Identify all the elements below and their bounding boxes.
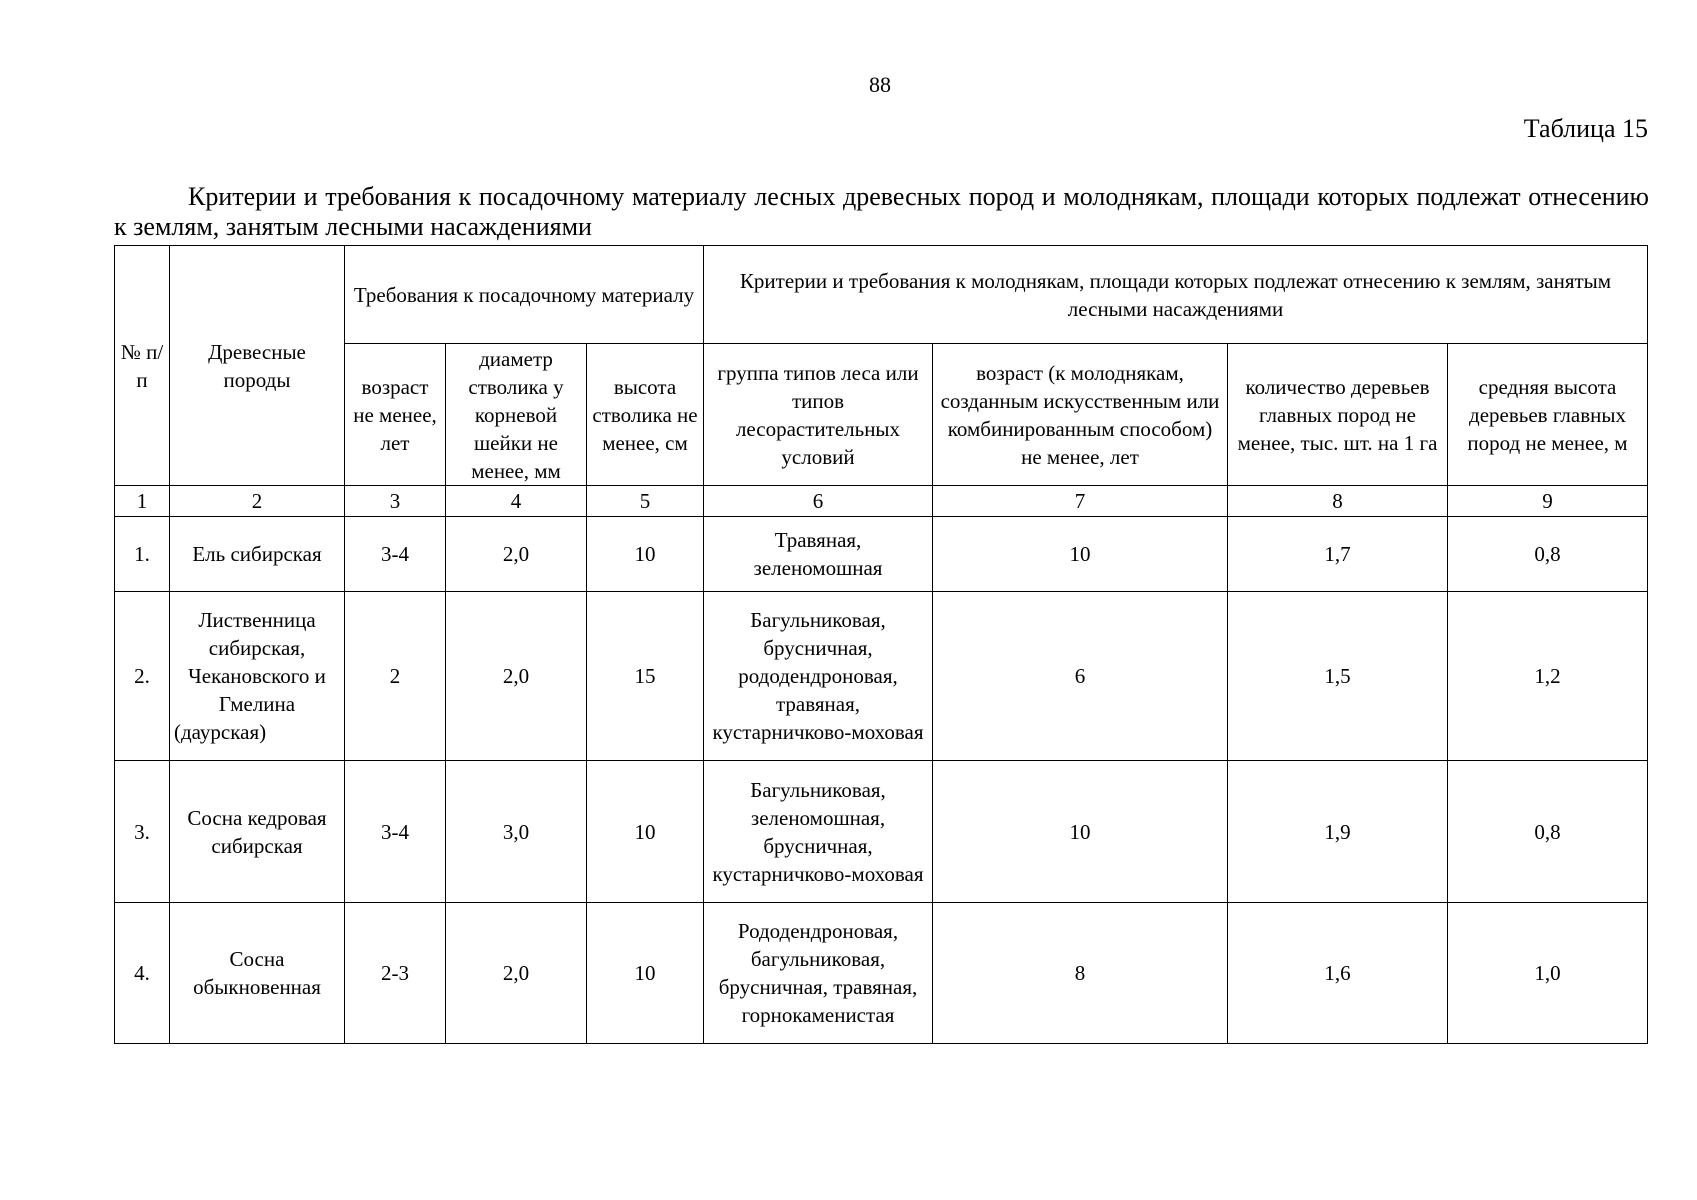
column-number-row — [115, 486, 1648, 517]
header-forest-type: группа типов леса или типов лесорастительных условий — [704, 344, 933, 486]
header-group-planting: Требования к посадочному материалу — [345, 246, 704, 344]
table-row — [115, 903, 1648, 1044]
row-avg-height: 1,2 — [1448, 592, 1648, 761]
criteria-table — [114, 245, 1648, 1044]
table-label: Таблица 15 — [1523, 114, 1648, 143]
header-young-age: возраст (к молоднякам, созданным искусственным или комбинированным способом) не менее, лет — [933, 344, 1228, 486]
row-avg-height: 1,0 — [1448, 903, 1648, 1044]
row-young-age: 10 — [933, 761, 1228, 903]
row-height: 15 — [587, 592, 704, 761]
column-number: 4 — [446, 486, 587, 517]
row-species: Лиственница сибирская, Чекановского и Гмелина (даурская) — [170, 592, 345, 761]
row-age: 2 — [345, 592, 446, 761]
row-age: 3-4 — [345, 761, 446, 903]
row-young-age: 8 — [933, 903, 1228, 1044]
row-forest-type: Рододендроновая, багульниковая, брусничная, травяная, горнокаменистая — [704, 903, 933, 1044]
header-avg-height: средняя высота деревьев главных пород не менее, м — [1448, 344, 1648, 486]
row-no: 1. — [115, 517, 170, 592]
row-species: Сосна кедровая сибирская — [170, 761, 345, 903]
header-group-young: Критерии и требования к молоднякам, площади которых подлежат отнесению к землям, занятым лесными насаждениями — [704, 246, 1648, 344]
table-row — [115, 592, 1648, 761]
row-young-age: 6 — [933, 592, 1228, 761]
row-height: 10 — [587, 903, 704, 1044]
row-forest-type: Багульниковая, брусничная, рододендроновая, травяная, кустарничково-моховая — [704, 592, 933, 761]
header-col-no: № п/п — [115, 246, 170, 486]
header-row-top — [115, 246, 1648, 344]
row-age: 3-4 — [345, 517, 446, 592]
row-avg-height: 0,8 — [1448, 517, 1648, 592]
row-species: Ель сибирская — [170, 517, 345, 592]
column-number: 9 — [1448, 486, 1648, 517]
row-young-age: 10 — [933, 517, 1228, 592]
header-height: высота стволика не менее, см — [587, 344, 704, 486]
table-row — [115, 761, 1648, 903]
row-no: 2. — [115, 592, 170, 761]
header-col-species: Древесные породы — [170, 246, 345, 486]
column-number: 2 — [170, 486, 345, 517]
row-tree-count: 1,7 — [1228, 517, 1448, 592]
row-age: 2-3 — [345, 903, 446, 1044]
row-diameter: 2,0 — [446, 903, 587, 1044]
column-number: 3 — [345, 486, 446, 517]
column-number: 6 — [704, 486, 933, 517]
header-diameter: диаметр стволика у корневой шейки не менее, мм — [446, 344, 587, 486]
row-no: 4. — [115, 903, 170, 1044]
header-tree-count: количество деревьев главных пород не менее, тыс. шт. на 1 га — [1228, 344, 1448, 486]
row-tree-count: 1,6 — [1228, 903, 1448, 1044]
row-height: 10 — [587, 517, 704, 592]
column-number: 7 — [933, 486, 1228, 517]
header-age: возраст не менее, лет — [345, 344, 446, 486]
row-forest-type: Багульниковая, зеленомошная, брусничная, кустарничково-моховая — [704, 761, 933, 903]
header-row-sub — [115, 344, 1648, 486]
row-tree-count: 1,9 — [1228, 761, 1448, 903]
table-row — [115, 517, 1648, 592]
document-title: Критерии и требования к посадочному материалу лесных древесных пород и молоднякам, площади которых подлежат отнесению к землям, занятым лесными насаждениями — [114, 182, 1649, 241]
row-diameter: 2,0 — [446, 592, 587, 761]
row-forest-type: Травяная, зеленомошная — [704, 517, 933, 592]
row-no: 3. — [115, 761, 170, 903]
column-number: 1 — [115, 486, 170, 517]
column-number: 5 — [587, 486, 704, 517]
row-species: Сосна обыкновенная — [170, 903, 345, 1044]
column-number: 8 — [1228, 486, 1448, 517]
row-tree-count: 1,5 — [1228, 592, 1448, 761]
page-number: 88 — [869, 72, 891, 97]
row-diameter: 3,0 — [446, 761, 587, 903]
row-avg-height: 0,8 — [1448, 761, 1648, 903]
row-diameter: 2,0 — [446, 517, 587, 592]
row-height: 10 — [587, 761, 704, 903]
